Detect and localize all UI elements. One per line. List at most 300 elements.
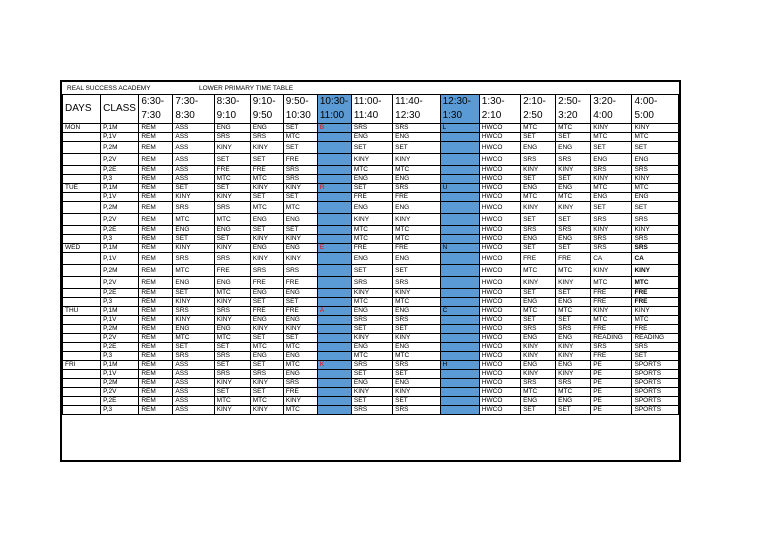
subject-cell: REM [139,298,173,307]
column-header-line: 11:00- [353,96,382,107]
subject-cell: REM [139,307,173,316]
subject-cell: MTC [173,214,214,226]
subject-cell: SET [250,193,283,202]
subject-cell: SRS [521,379,556,388]
subject-cell: MTC [351,166,392,175]
subject-cell: KINY [632,226,679,235]
table-row [63,202,679,214]
column-header-line: 4:00- [634,96,658,107]
subject-cell: REM [139,202,173,214]
timetable [62,94,679,415]
column-header-line: 1:30- [481,96,505,107]
column-header-line: CLASS [103,103,136,114]
subject-cell: MTC [393,235,440,244]
table-row [63,325,679,334]
subject-cell: SET [591,142,632,154]
subject-cell: FRE [632,298,679,307]
subject-cell: FRE [250,307,283,316]
subject-cell: KINY [591,175,632,184]
subject-cell: SRS [632,214,679,226]
subject-cell: SET [556,175,591,184]
break-cell [317,316,351,325]
column-header-line: 12:30 [395,110,421,121]
table-row [63,307,679,316]
subject-cell: MTC [250,397,283,406]
subject-cell: ENG [351,175,392,184]
subject-cell: SET [393,142,440,154]
lunch-cell [440,379,479,388]
subject-cell: SRS [351,124,392,133]
class-label: P,1V [101,316,139,325]
subject-cell: ASS [173,370,214,379]
day-cell [63,133,101,142]
column-header [591,95,632,124]
subject-cell: ASS [173,175,214,184]
column-header-line: 10:30 [285,110,311,121]
subject-cell: ENG [214,226,250,235]
subject-cell: ENG [556,397,591,406]
column-header-line: 8:30 [175,110,195,121]
subject-cell: SET [214,235,250,244]
subject-cell: KINY [250,142,283,154]
subject-cell: KINY [214,193,250,202]
subject-cell: MTC [351,226,392,235]
subject-cell: MTC [556,265,591,277]
subject-cell: SET [283,334,317,343]
lunch-cell [440,193,479,202]
day-cell [63,265,101,277]
column-header-line: 3:20 [558,110,578,121]
subject-cell: KINY [521,343,556,352]
subject-cell: SRS [283,175,317,184]
subject-cell: KINY [556,277,591,289]
subject-cell: REM [139,277,173,289]
subject-cell: SRS [591,343,632,352]
class-label: P,1M [101,184,139,193]
class-label: P,2E [101,397,139,406]
subject-cell: MTC [521,388,556,397]
class-label: P,1V [101,370,139,379]
subject-cell: KINY [591,226,632,235]
break-cell [317,298,351,307]
subject-cell: SET [521,175,556,184]
subject-cell: KINY [521,352,556,361]
subject-cell: ENG [351,202,392,214]
subject-cell: KINY [556,343,591,352]
subject-cell: SET [214,154,250,166]
column-header [440,95,479,124]
break-cell [317,289,351,298]
break-cell [317,253,351,265]
day-label: WED [63,244,101,253]
subject-cell: MTC [173,265,214,277]
lunch-letter: N [440,244,479,253]
table-row [63,277,679,289]
subject-cell: FRE [591,289,632,298]
subject-cell: KINY [393,289,440,298]
subject-cell: MTC [556,388,591,397]
subject-cell: FRE [214,265,250,277]
subject-cell: REM [139,142,173,154]
subject-cell: SRS [250,133,283,142]
table-row [63,154,679,166]
subject-cell: SET [351,370,392,379]
break-cell [317,379,351,388]
subject-cell: FRE [591,352,632,361]
subject-cell: ENG [250,316,283,325]
subject-cell: REM [139,175,173,184]
subject-cell: ENG [351,379,392,388]
subject-cell: ENG [556,142,591,154]
subject-cell: MTC [521,265,556,277]
subject-cell: HWCO [479,226,520,235]
subject-cell: ENG [173,226,214,235]
subject-cell: HWCO [479,214,520,226]
subject-cell: SPORTS [632,370,679,379]
break-cell [317,370,351,379]
subject-cell: KINY [556,166,591,175]
subject-cell: MTC [250,202,283,214]
subject-cell: SET [556,244,591,253]
subject-cell: HWCO [479,379,520,388]
lunch-cell [440,226,479,235]
table-row [63,316,679,325]
subject-cell: KINY [250,325,283,334]
lunch-cell [440,316,479,325]
subject-cell: SET [173,343,214,352]
break-cell [317,193,351,202]
subject-cell: REM [139,235,173,244]
subject-cell: SET [556,406,591,415]
subject-cell: KINY [214,379,250,388]
column-header [479,95,520,124]
table-row [63,388,679,397]
column-header-line: 4:00 [593,110,613,121]
subject-cell: FRE [393,244,440,253]
subject-cell: HWCO [479,307,520,316]
subject-cell: REM [139,379,173,388]
subject-cell: FRE [632,289,679,298]
day-cell [63,202,101,214]
column-header [351,95,392,124]
class-label: P,3 [101,406,139,415]
subject-cell: SET [632,352,679,361]
subject-cell: SRS [283,166,317,175]
break-cell [317,343,351,352]
table-row [63,361,679,370]
lunch-cell [440,133,479,142]
column-header-line: 11:00 [319,110,345,121]
class-label: P,1M [101,307,139,316]
subject-cell: SRS [393,316,440,325]
subject-cell: ASS [173,133,214,142]
subject-cell: MTC [351,298,392,307]
column-header-line: 6:30- [141,96,165,107]
subject-cell: FRE [351,244,392,253]
subject-cell: REM [139,325,173,334]
subject-cell: READING [632,334,679,343]
subject-cell: REM [139,184,173,193]
day-cell [63,154,101,166]
subject-cell: SRS [591,235,632,244]
subject-cell: REM [139,166,173,175]
subject-cell: KINY [351,334,392,343]
subject-cell: HWCO [479,298,520,307]
subject-cell: FRE [351,193,392,202]
subject-cell: ASS [173,397,214,406]
day-cell [63,298,101,307]
subject-cell: SRS [632,244,679,253]
column-header [283,95,317,124]
subject-cell: HWCO [479,388,520,397]
subject-cell: KINY [591,124,632,133]
subject-cell: MTC [632,316,679,325]
lunch-cell [440,289,479,298]
lunch-letter: U [440,184,479,193]
day-cell [63,316,101,325]
break-cell [317,352,351,361]
subject-cell: SET [632,202,679,214]
subject-cell: PE [591,361,632,370]
subject-cell: HWCO [479,184,520,193]
subject-cell: SET [283,193,317,202]
column-header-line: 12:30- [442,96,471,107]
subject-cell: ASS [173,154,214,166]
lunch-cell [440,352,479,361]
subject-cell: SRS [393,184,440,193]
subject-cell: SPORTS [632,397,679,406]
subject-cell: ENG [556,361,591,370]
subject-cell: SRS [173,202,214,214]
break-cell [317,406,351,415]
subject-cell: READING [591,334,632,343]
class-label: P,1V [101,193,139,202]
subject-cell: HWCO [479,265,520,277]
class-label: P,1M [101,124,139,133]
subject-cell: SET [521,244,556,253]
table-row [63,334,679,343]
table-row [63,379,679,388]
lunch-letter: L [440,124,479,133]
subject-cell: SET [521,133,556,142]
subject-cell: KINY [521,277,556,289]
subject-cell: HWCO [479,253,520,265]
subject-cell: KINY [632,265,679,277]
subject-cell: SPORTS [632,379,679,388]
subject-cell: MTC [591,316,632,325]
subject-cell: SET [351,325,392,334]
class-label: P,1M [101,244,139,253]
class-label: P,2M [101,202,139,214]
column-header-line: DAYS [65,103,92,114]
subject-cell: SRS [591,166,632,175]
subject-cell: ENG [351,133,392,142]
class-label: P,1V [101,253,139,265]
class-label: P,2M [101,265,139,277]
subject-cell: SRS [591,244,632,253]
class-label: P,1M [101,361,139,370]
subject-cell: ENG [351,307,392,316]
subject-cell: SRS [214,307,250,316]
subject-cell: SPORTS [632,406,679,415]
class-label: P,2V [101,334,139,343]
day-cell [63,235,101,244]
subject-cell: SET [214,343,250,352]
subject-cell: ASS [173,379,214,388]
break-letter: E [317,244,351,253]
subject-cell: SET [556,214,591,226]
break-cell [317,397,351,406]
column-header-line: 3:20- [593,96,617,107]
day-cell [63,388,101,397]
column-header-line: 8:30- [216,96,240,107]
subject-cell: ENG [283,316,317,325]
subject-cell: ENG [393,133,440,142]
subject-cell: SET [393,265,440,277]
subject-cell: KINY [214,244,250,253]
subject-cell: ENG [556,235,591,244]
subject-cell: MTC [283,202,317,214]
subject-cell: KINY [250,379,283,388]
column-header-line: 10:30- [319,96,349,107]
subject-cell: MTC [283,133,317,142]
subject-cell: SET [393,370,440,379]
subject-cell: KINY [521,370,556,379]
day-cell [63,226,101,235]
subject-cell: SRS [556,325,591,334]
column-header [173,95,214,124]
school-name: REAL SUCCESS ACADEMY [67,85,151,92]
day-cell [63,352,101,361]
break-cell [317,175,351,184]
subject-cell: KINY [393,388,440,397]
subject-cell: MTC [283,361,317,370]
class-label: P,3 [101,175,139,184]
subject-cell: SET [521,406,556,415]
class-label: P,3 [101,352,139,361]
table-row [63,214,679,226]
subject-cell: SET [556,133,591,142]
subject-cell: KINY [393,154,440,166]
day-cell [63,214,101,226]
lunch-cell [440,175,479,184]
column-header [101,95,139,124]
timetable-body [63,124,679,415]
column-header [214,95,250,124]
subject-cell: SET [521,289,556,298]
subject-cell: ENG [173,325,214,334]
timetable-page [60,80,681,462]
column-header-line: 2:50 [523,110,543,121]
subject-cell: SRS [393,406,440,415]
table-row [63,352,679,361]
day-cell [63,253,101,265]
subject-cell: SET [173,184,214,193]
subject-cell: REM [139,343,173,352]
subject-cell: ENG [521,298,556,307]
day-cell [63,175,101,184]
subject-cell: REM [139,226,173,235]
subject-cell: ENG [250,244,283,253]
break-cell [317,133,351,142]
subject-cell: ENG [250,289,283,298]
subject-cell: KINY [351,214,392,226]
subject-cell: PE [591,406,632,415]
subject-cell: ENG [214,277,250,289]
subject-cell: KINY [351,154,392,166]
table-row [63,184,679,193]
subject-cell: SET [521,214,556,226]
subject-cell: SRS [250,370,283,379]
subject-cell: SET [591,202,632,214]
day-cell [63,343,101,352]
class-label: P,2M [101,325,139,334]
subject-cell: KINY [283,184,317,193]
subject-cell: ENG [591,154,632,166]
subject-cell: MTC [214,289,250,298]
day-cell [63,142,101,154]
subject-cell: KINY [214,298,250,307]
subject-cell: ENG [393,307,440,316]
subject-cell: SRS [214,253,250,265]
class-label: P,2E [101,343,139,352]
break-cell [317,214,351,226]
lunch-cell [440,325,479,334]
break-cell [317,154,351,166]
day-label: TUE [63,184,101,193]
break-cell [317,202,351,214]
timetable-title: LOWER PRIMARY TIME TABLE [199,85,294,92]
subject-cell: HWCO [479,370,520,379]
subject-cell: SRS [283,379,317,388]
subject-cell: MTC [250,343,283,352]
subject-cell: SRS [521,154,556,166]
subject-cell: MTC [556,307,591,316]
subject-cell: SRS [521,325,556,334]
subject-cell: REM [139,193,173,202]
table-row [63,406,679,415]
subject-cell: HWCO [479,235,520,244]
subject-cell: REM [139,253,173,265]
lunch-cell [440,334,479,343]
subject-cell: MTC [173,334,214,343]
subject-cell: MTC [393,352,440,361]
subject-cell: ASS [173,124,214,133]
class-label: P,2V [101,214,139,226]
subject-cell: ENG [632,154,679,166]
subject-cell: KINY [250,235,283,244]
subject-cell: MTC [214,214,250,226]
class-label: P,2V [101,277,139,289]
subject-cell: SRS [214,352,250,361]
subject-cell: PE [591,379,632,388]
subject-cell: SET [351,142,392,154]
table-row [63,253,679,265]
subject-cell: HWCO [479,406,520,415]
day-cell [63,370,101,379]
subject-cell: KINY [393,214,440,226]
subject-cell: MTC [591,184,632,193]
subject-cell: SET [250,226,283,235]
column-header [521,95,556,124]
subject-cell: MTC [632,133,679,142]
table-row [63,133,679,142]
table-row [63,289,679,298]
subject-cell: HWCO [479,361,520,370]
subject-cell: ENG [521,235,556,244]
subject-cell: ENG [351,343,392,352]
subject-cell: REM [139,316,173,325]
